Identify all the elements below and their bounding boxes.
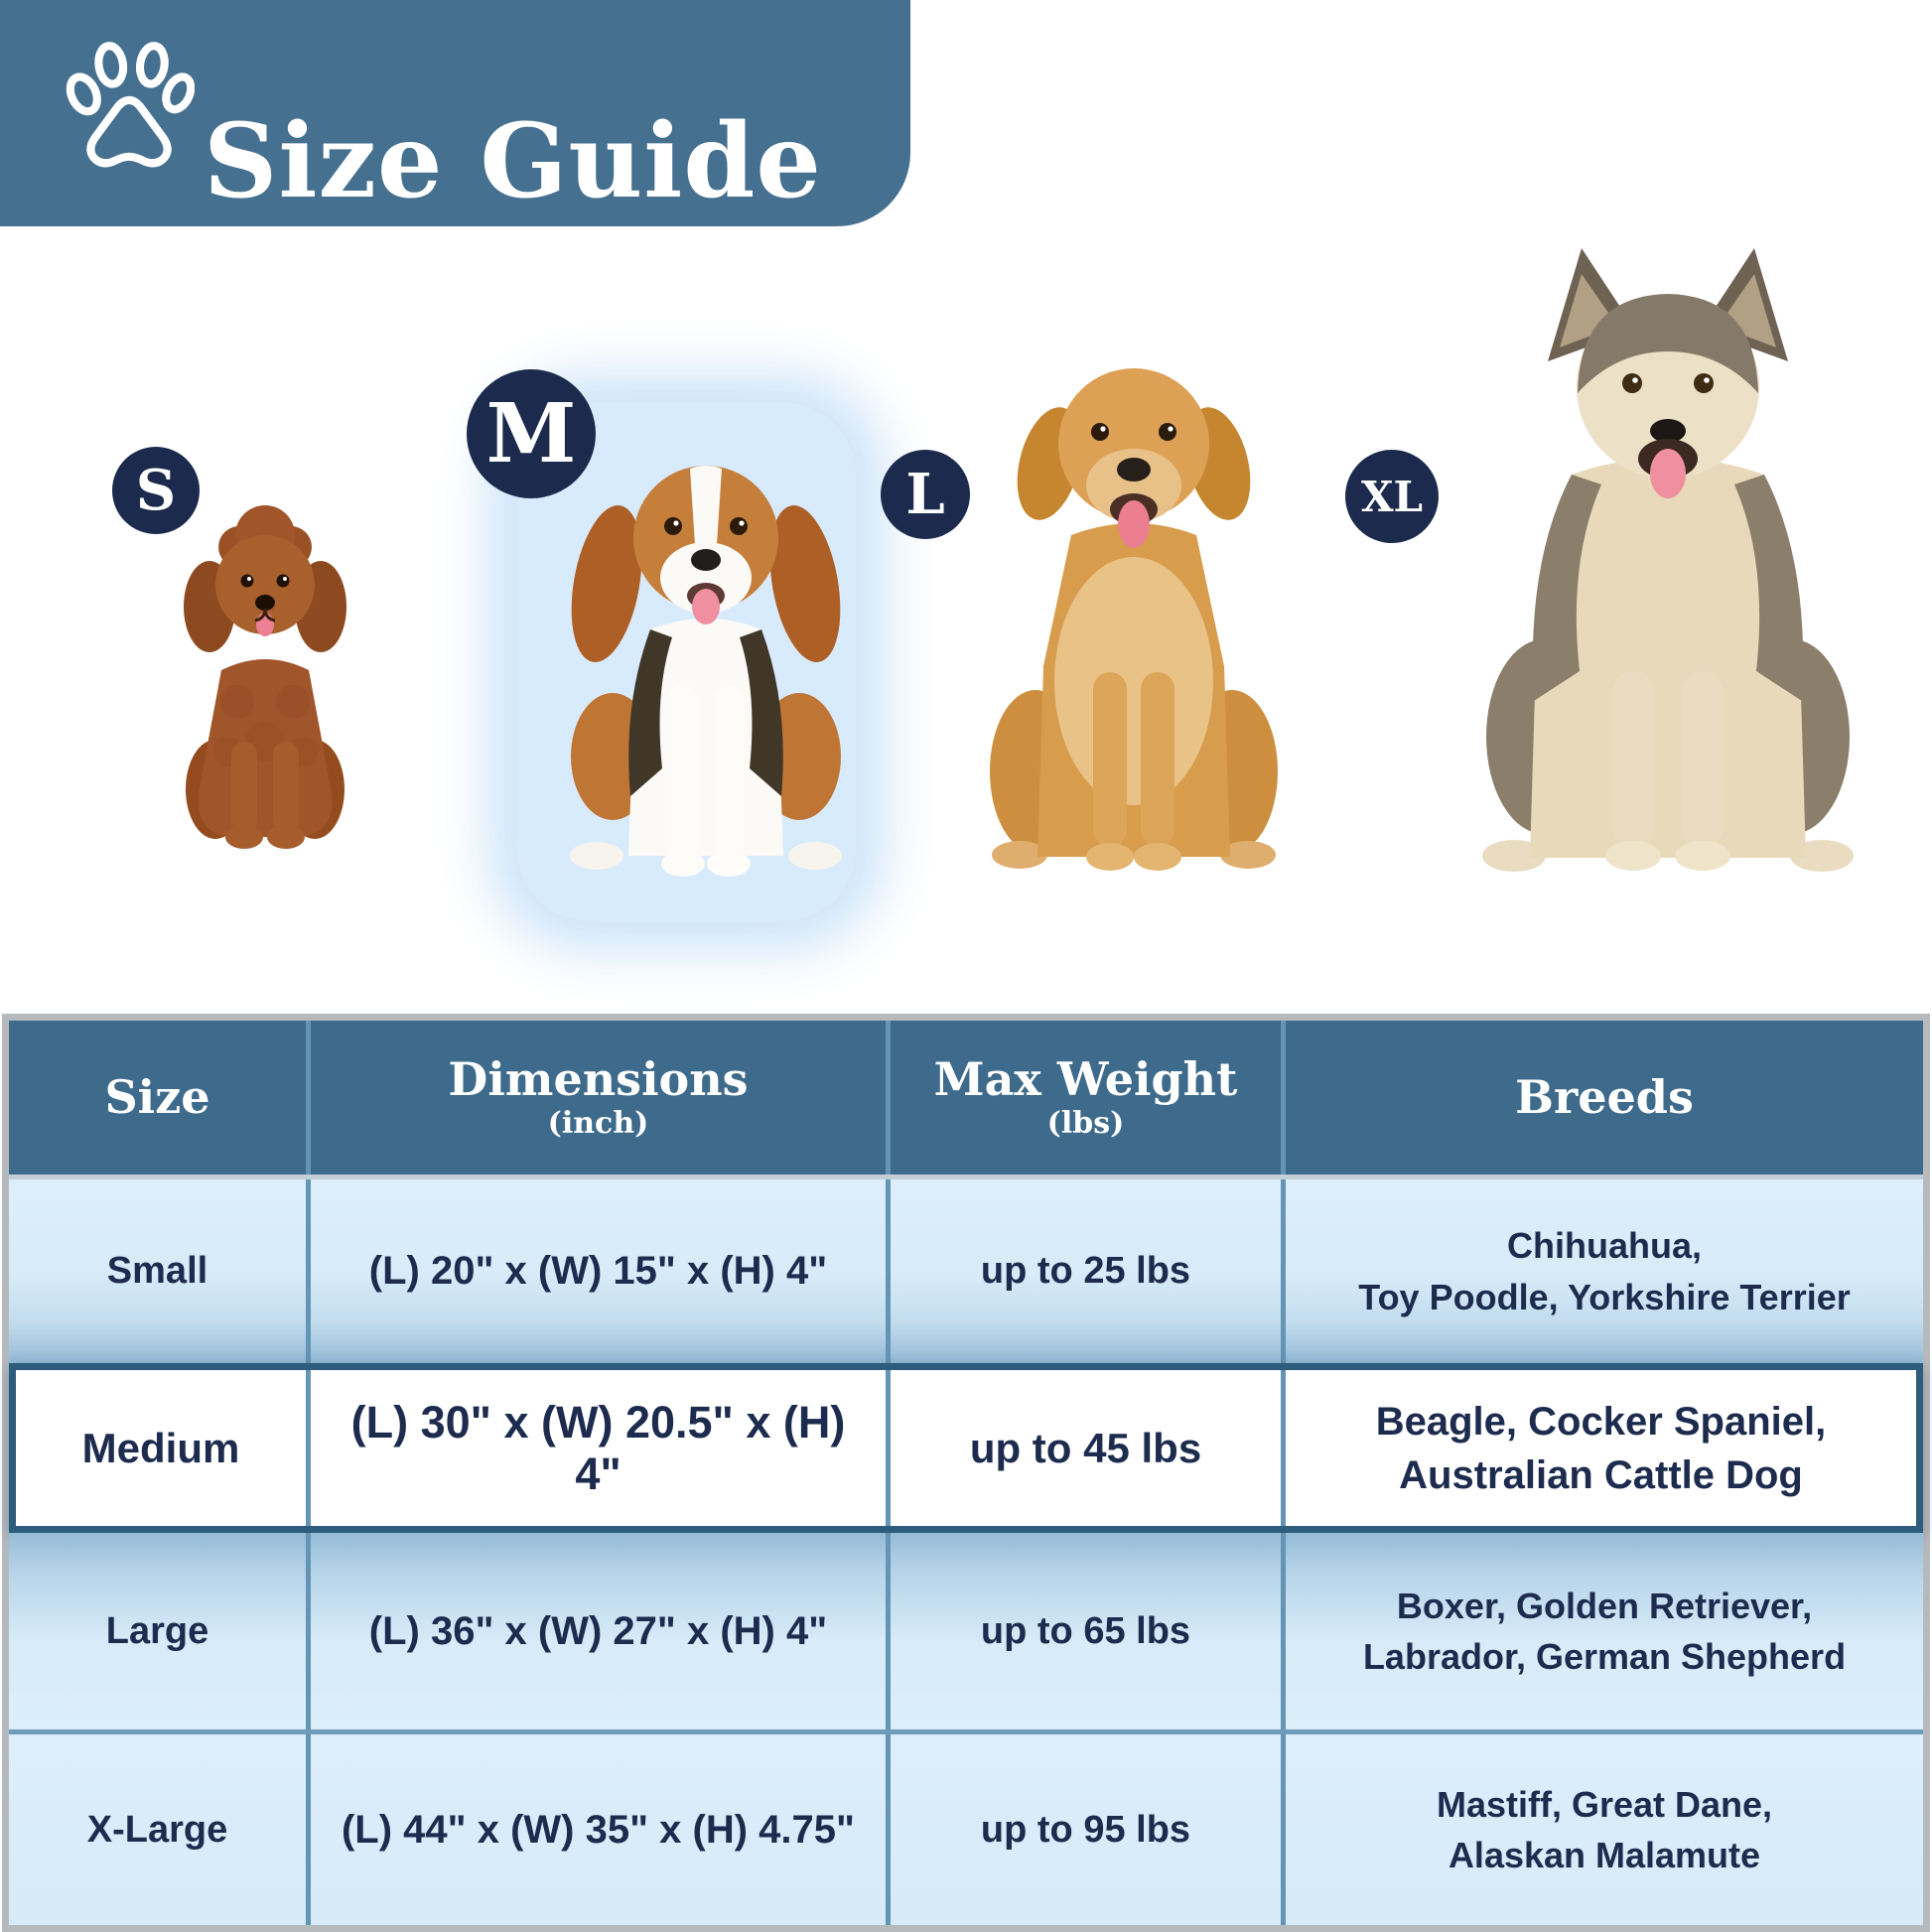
size-badge-l xyxy=(881,450,970,539)
large-size-cell: Large xyxy=(9,1533,311,1729)
small-max-weight-cell: up to 25 lbs xyxy=(891,1179,1286,1363)
medium-breeds-cell: Beagle, Cocker Spaniel, Australian Cattle Dog xyxy=(1375,1399,1827,1497)
small-size-cell: Small xyxy=(9,1179,311,1363)
size-guide-table xyxy=(2,1014,1930,1932)
column-header-breeds: Breeds xyxy=(1515,1070,1694,1125)
size-badge-m-letter: M xyxy=(485,386,577,482)
size-badge-xl-letter: XL xyxy=(1360,472,1424,521)
xlarge-dimensions-cell: (L) 44" x (W) 35" x (H) 4.75" xyxy=(311,1734,891,1925)
large-max-weight-cell: up to 65 lbs xyxy=(891,1533,1286,1729)
header-banner xyxy=(0,0,910,226)
size-badge-xl xyxy=(1345,450,1439,543)
xlarge-breeds-cell: Mastiff, Great Dane, Alaskan Malamute xyxy=(1436,1783,1773,1875)
column-header-max-weight: Max Weight (lbs) xyxy=(891,1021,1286,1174)
alaskan-malamute-image xyxy=(1452,234,1883,886)
column-header-dimensions: Dimensions (inch) xyxy=(311,1021,891,1174)
table-row-medium-highlighted xyxy=(9,1363,1923,1533)
size-badge-m xyxy=(467,369,596,498)
paw-icon xyxy=(64,38,195,169)
medium-dimensions-cell: (L) 30" x (W) 20.5" x (H) 4" xyxy=(311,1370,891,1526)
size-badge-s-letter: S xyxy=(135,458,177,523)
column-header-size: Size xyxy=(9,1021,311,1174)
large-dimensions-cell: (L) 36" x (W) 27" x (H) 4" xyxy=(311,1533,891,1729)
table-header-row xyxy=(9,1021,1923,1174)
golden-retriever-image xyxy=(986,339,1282,886)
xlarge-max-weight-cell: up to 95 lbs xyxy=(891,1734,1286,1925)
small-breeds-cell: Chihuahua, Toy Poodle, Yorkshire Terrier xyxy=(1358,1225,1851,1317)
small-dimensions-cell: (L) 20" x (W) 15" x (H) 4" xyxy=(311,1179,891,1363)
size-badge-l-letter: L xyxy=(905,462,945,527)
medium-size-cell: Medium xyxy=(16,1370,311,1526)
beagle-image xyxy=(557,427,855,884)
page-title: Size Guide xyxy=(204,101,822,222)
table-row-large xyxy=(9,1533,1923,1729)
xlarge-size-cell: X-Large xyxy=(9,1734,311,1925)
large-breeds-cell: Boxer, Golden Retriever, Labrador, German Shepherd xyxy=(1362,1585,1847,1677)
toy-poodle-image xyxy=(182,491,348,851)
size-badge-s xyxy=(112,447,200,534)
medium-max-weight-cell: up to 45 lbs xyxy=(891,1370,1286,1526)
table-row-xlarge xyxy=(9,1729,1923,1925)
table-row-small xyxy=(9,1174,1923,1363)
